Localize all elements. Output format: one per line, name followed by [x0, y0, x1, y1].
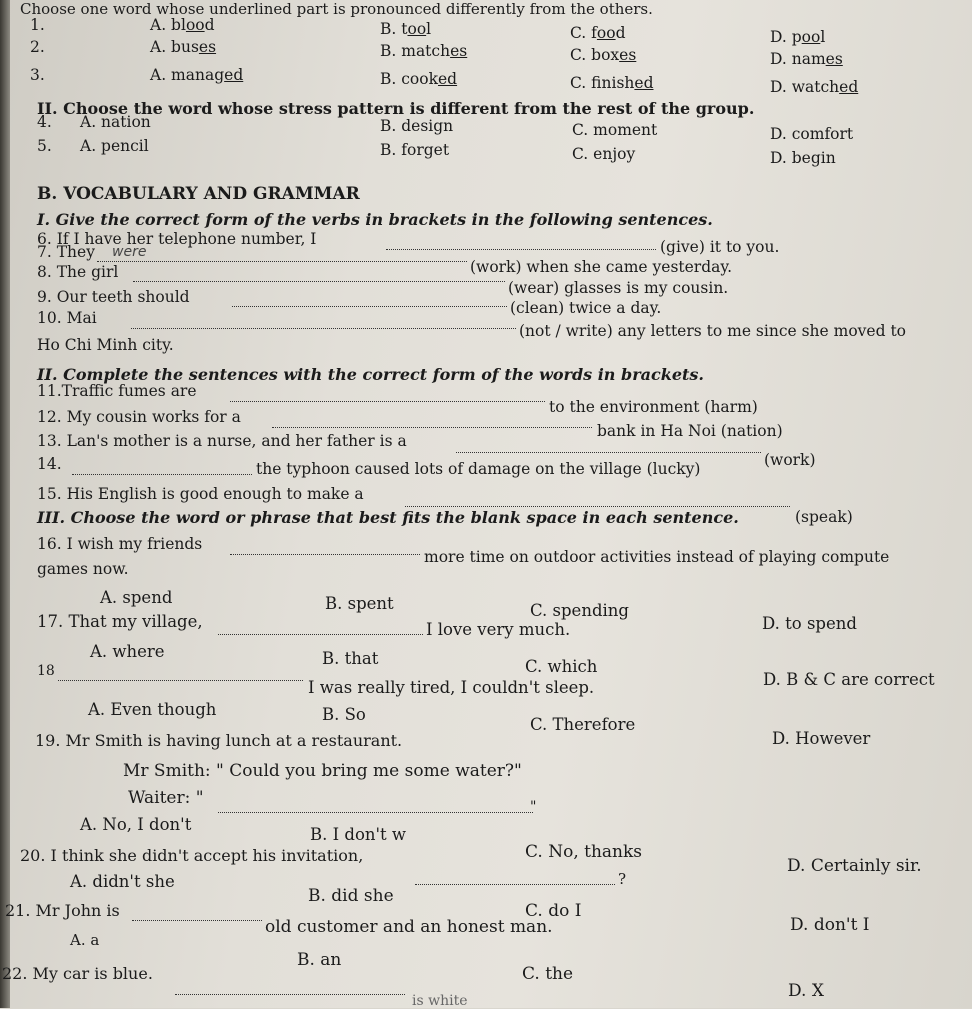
q16-continuation: games now. [37, 560, 129, 578]
stress-q4-option-c[interactable]: C. moment [572, 121, 658, 139]
q7-blank[interactable] [97, 261, 467, 262]
q15-blank[interactable] [405, 506, 790, 507]
q10-blank[interactable] [131, 328, 516, 329]
phonetic-q2-option-c[interactable]: C. boxes [570, 46, 637, 64]
q11-text: 11.Traffic fumes are [37, 382, 197, 400]
q13-text: 13. Lan's mother is a nurse, and her father is a [37, 432, 407, 450]
stress-q5-option-c[interactable]: C. enjoy [572, 145, 636, 163]
stress-q5-number: 5. [37, 137, 52, 155]
stress-q5-option-b[interactable]: B. forget [380, 141, 450, 159]
q20-blank[interactable] [415, 884, 615, 885]
q19-option-d[interactable]: D. Certainly sir. [787, 856, 922, 876]
q21-blank[interactable] [132, 920, 262, 921]
q18-option-c[interactable]: C. Therefore [530, 715, 636, 734]
q20-option-a[interactable]: A. didn't she [70, 872, 175, 891]
q18-number: 18 [37, 663, 55, 679]
q18-option-d[interactable]: D. However [772, 729, 871, 748]
q18-tail: I was really tired, I couldn't sleep. [308, 678, 595, 697]
q22-tail: is white [412, 993, 468, 1009]
phonetic-q3-option-a[interactable]: A. managed [150, 66, 244, 84]
q7-handwriting: were [112, 244, 147, 260]
phonetic-q3-option-c[interactable]: C. finished [570, 74, 654, 92]
q11-hint: to the environment (harm) [549, 398, 758, 416]
q14-hint: the typhoon caused lots of damage on the village (lucky) [256, 460, 701, 478]
q10-hint: (not / write) any letters to me since she moved to [519, 322, 907, 340]
q22-blank[interactable] [175, 994, 405, 995]
q12-hint: bank in Ha Noi (nation) [597, 422, 783, 440]
q11-blank[interactable] [230, 401, 545, 402]
part3-heading: III. Choose the word or phrase that best fits the blank space in each sentence. [37, 508, 739, 527]
q18-option-b[interactable]: B. So [322, 705, 366, 724]
q16-text: 16. I wish my friends [37, 535, 203, 553]
q17-option-d[interactable]: D. B & C are correct [763, 670, 935, 689]
q6-blank[interactable] [386, 249, 656, 250]
stress-q4-option-d[interactable]: D. comfort [770, 125, 854, 143]
section-heading-pronunciation: Choose one word whose underlined part is pronounced differently from the others. [20, 0, 653, 18]
q18-blank[interactable] [58, 680, 303, 681]
q9-hint: (clean) twice a day. [510, 299, 662, 317]
q19-option-a[interactable]: A. No, I don't [80, 815, 192, 834]
q6-text: 6. If I have her telephone number, I [37, 230, 317, 248]
q21-tail: old customer and an honest man. [265, 917, 553, 937]
q21-option-d[interactable]: D. X [788, 981, 824, 1001]
q19-blank[interactable] [218, 812, 533, 813]
q10-continuation: Ho Chi Minh city. [37, 336, 174, 354]
q19-waiter-label: Waiter: " [128, 788, 204, 808]
q17-option-c[interactable]: C. which [525, 657, 598, 676]
part1-heading: I. Give the correct form of the verbs in brackets in the following sentences. [37, 210, 713, 229]
phonetic-q3-option-b[interactable]: B. cooked [380, 70, 458, 88]
q15-hint: (speak) [795, 508, 853, 526]
q16-option-b[interactable]: B. spent [325, 594, 394, 613]
part2-heading: II. Complete the sentences with the correct form of the words in brackets. [37, 365, 704, 384]
phonetic-q1-number: 1. [30, 16, 45, 34]
phonetic-q2-option-a[interactable]: A. buses [150, 38, 217, 56]
q18-option-a[interactable]: A. Even though [88, 700, 217, 719]
phonetic-q2-number: 2. [30, 38, 45, 56]
q17-blank[interactable] [218, 634, 423, 635]
q22-text: 22. My car is blue. [2, 964, 153, 983]
q20-question-mark: ? [618, 870, 627, 888]
section-heading-vocabulary: B. VOCABULARY AND GRAMMAR [37, 184, 360, 204]
q9-blank[interactable] [232, 306, 507, 307]
phonetic-q1-option-a[interactable]: A. blood [150, 16, 215, 34]
page-edge [0, 0, 10, 1008]
q7-hint: (work) when she came yesterday. [470, 258, 732, 276]
stress-q4-option-b[interactable]: B. design [380, 117, 454, 135]
phonetic-q1-option-c[interactable]: C. food [570, 24, 626, 42]
q17-option-a[interactable]: A. where [90, 642, 165, 661]
section-heading-stress: II. Choose the word whose stress pattern is different from the rest of the group. [37, 99, 755, 118]
q12-text: 12. My cousin works for a [37, 408, 241, 426]
q10-text: 10. Mai [37, 309, 97, 327]
phonetic-q3-option-d[interactable]: D. watched [770, 78, 859, 96]
phonetic-q3-number: 3. [30, 66, 45, 84]
q16-option-d[interactable]: D. to spend [762, 614, 857, 633]
q12-blank[interactable] [272, 427, 592, 428]
q16-option-a[interactable]: A. spend [100, 588, 173, 607]
q16-blank[interactable] [230, 554, 420, 555]
q17-text: 17. That my village, [37, 612, 203, 631]
phonetic-q2-option-b[interactable]: B. matches [380, 42, 468, 60]
phonetic-q2-option-d[interactable]: D. names [770, 50, 843, 68]
q9-text: 9. Our teeth should [37, 288, 190, 306]
q8-blank[interactable] [133, 281, 505, 282]
q8-hint: (wear) glasses is my cousin. [508, 279, 729, 297]
q14-blank[interactable] [72, 474, 252, 475]
q21-option-b[interactable]: B. an [297, 950, 342, 970]
q16-option-c[interactable]: C. spending [530, 601, 629, 620]
q13-blank[interactable] [456, 452, 761, 453]
q21-option-a[interactable]: A. a [70, 931, 100, 949]
q21-text: 21. Mr John is [5, 901, 120, 920]
q19-close-quote: " [530, 799, 537, 815]
stress-q5-option-a[interactable]: A. pencil [80, 137, 149, 155]
q19-option-b[interactable]: B. I don't w [310, 825, 407, 844]
q13-hint: (work) [764, 451, 816, 469]
q19-dialogue-line: Mr Smith: " Could you bring me some water?" [123, 761, 522, 781]
q6-hint: (give) it to you. [660, 238, 780, 256]
q20-option-c[interactable]: C. do I [525, 901, 582, 921]
q20-option-b[interactable]: B. did she [308, 886, 394, 906]
q20-text: 20. I think she didn't accept his invitation, [20, 846, 364, 865]
stress-q4-number: 4. [37, 113, 52, 131]
stress-q5-option-d[interactable]: D. begin [770, 149, 836, 167]
phonetic-q1-option-d[interactable]: D. pool [770, 28, 826, 46]
q7-text: 7. They [37, 243, 95, 261]
q19-text: 19. Mr Smith is having lunch at a restaurant. [35, 731, 403, 750]
q17-tail: I love very much. [426, 620, 571, 639]
q16-tail: more time on outdoor activities instead of playing compute [424, 548, 890, 566]
q14-text: 14. [37, 455, 62, 473]
q21-option-c[interactable]: C. the [522, 964, 574, 984]
stress-q4-option-a[interactable]: A. nation [80, 113, 151, 131]
q19-option-c[interactable]: C. No, thanks [525, 842, 643, 862]
phonetic-q1-option-b[interactable]: B. tool [380, 20, 432, 38]
q15-text: 15. His English is good enough to make a [37, 485, 364, 503]
q17-option-b[interactable]: B. that [322, 649, 379, 668]
q8-text: 8. The girl [37, 263, 119, 281]
q20-option-d[interactable]: D. don't I [790, 915, 870, 935]
